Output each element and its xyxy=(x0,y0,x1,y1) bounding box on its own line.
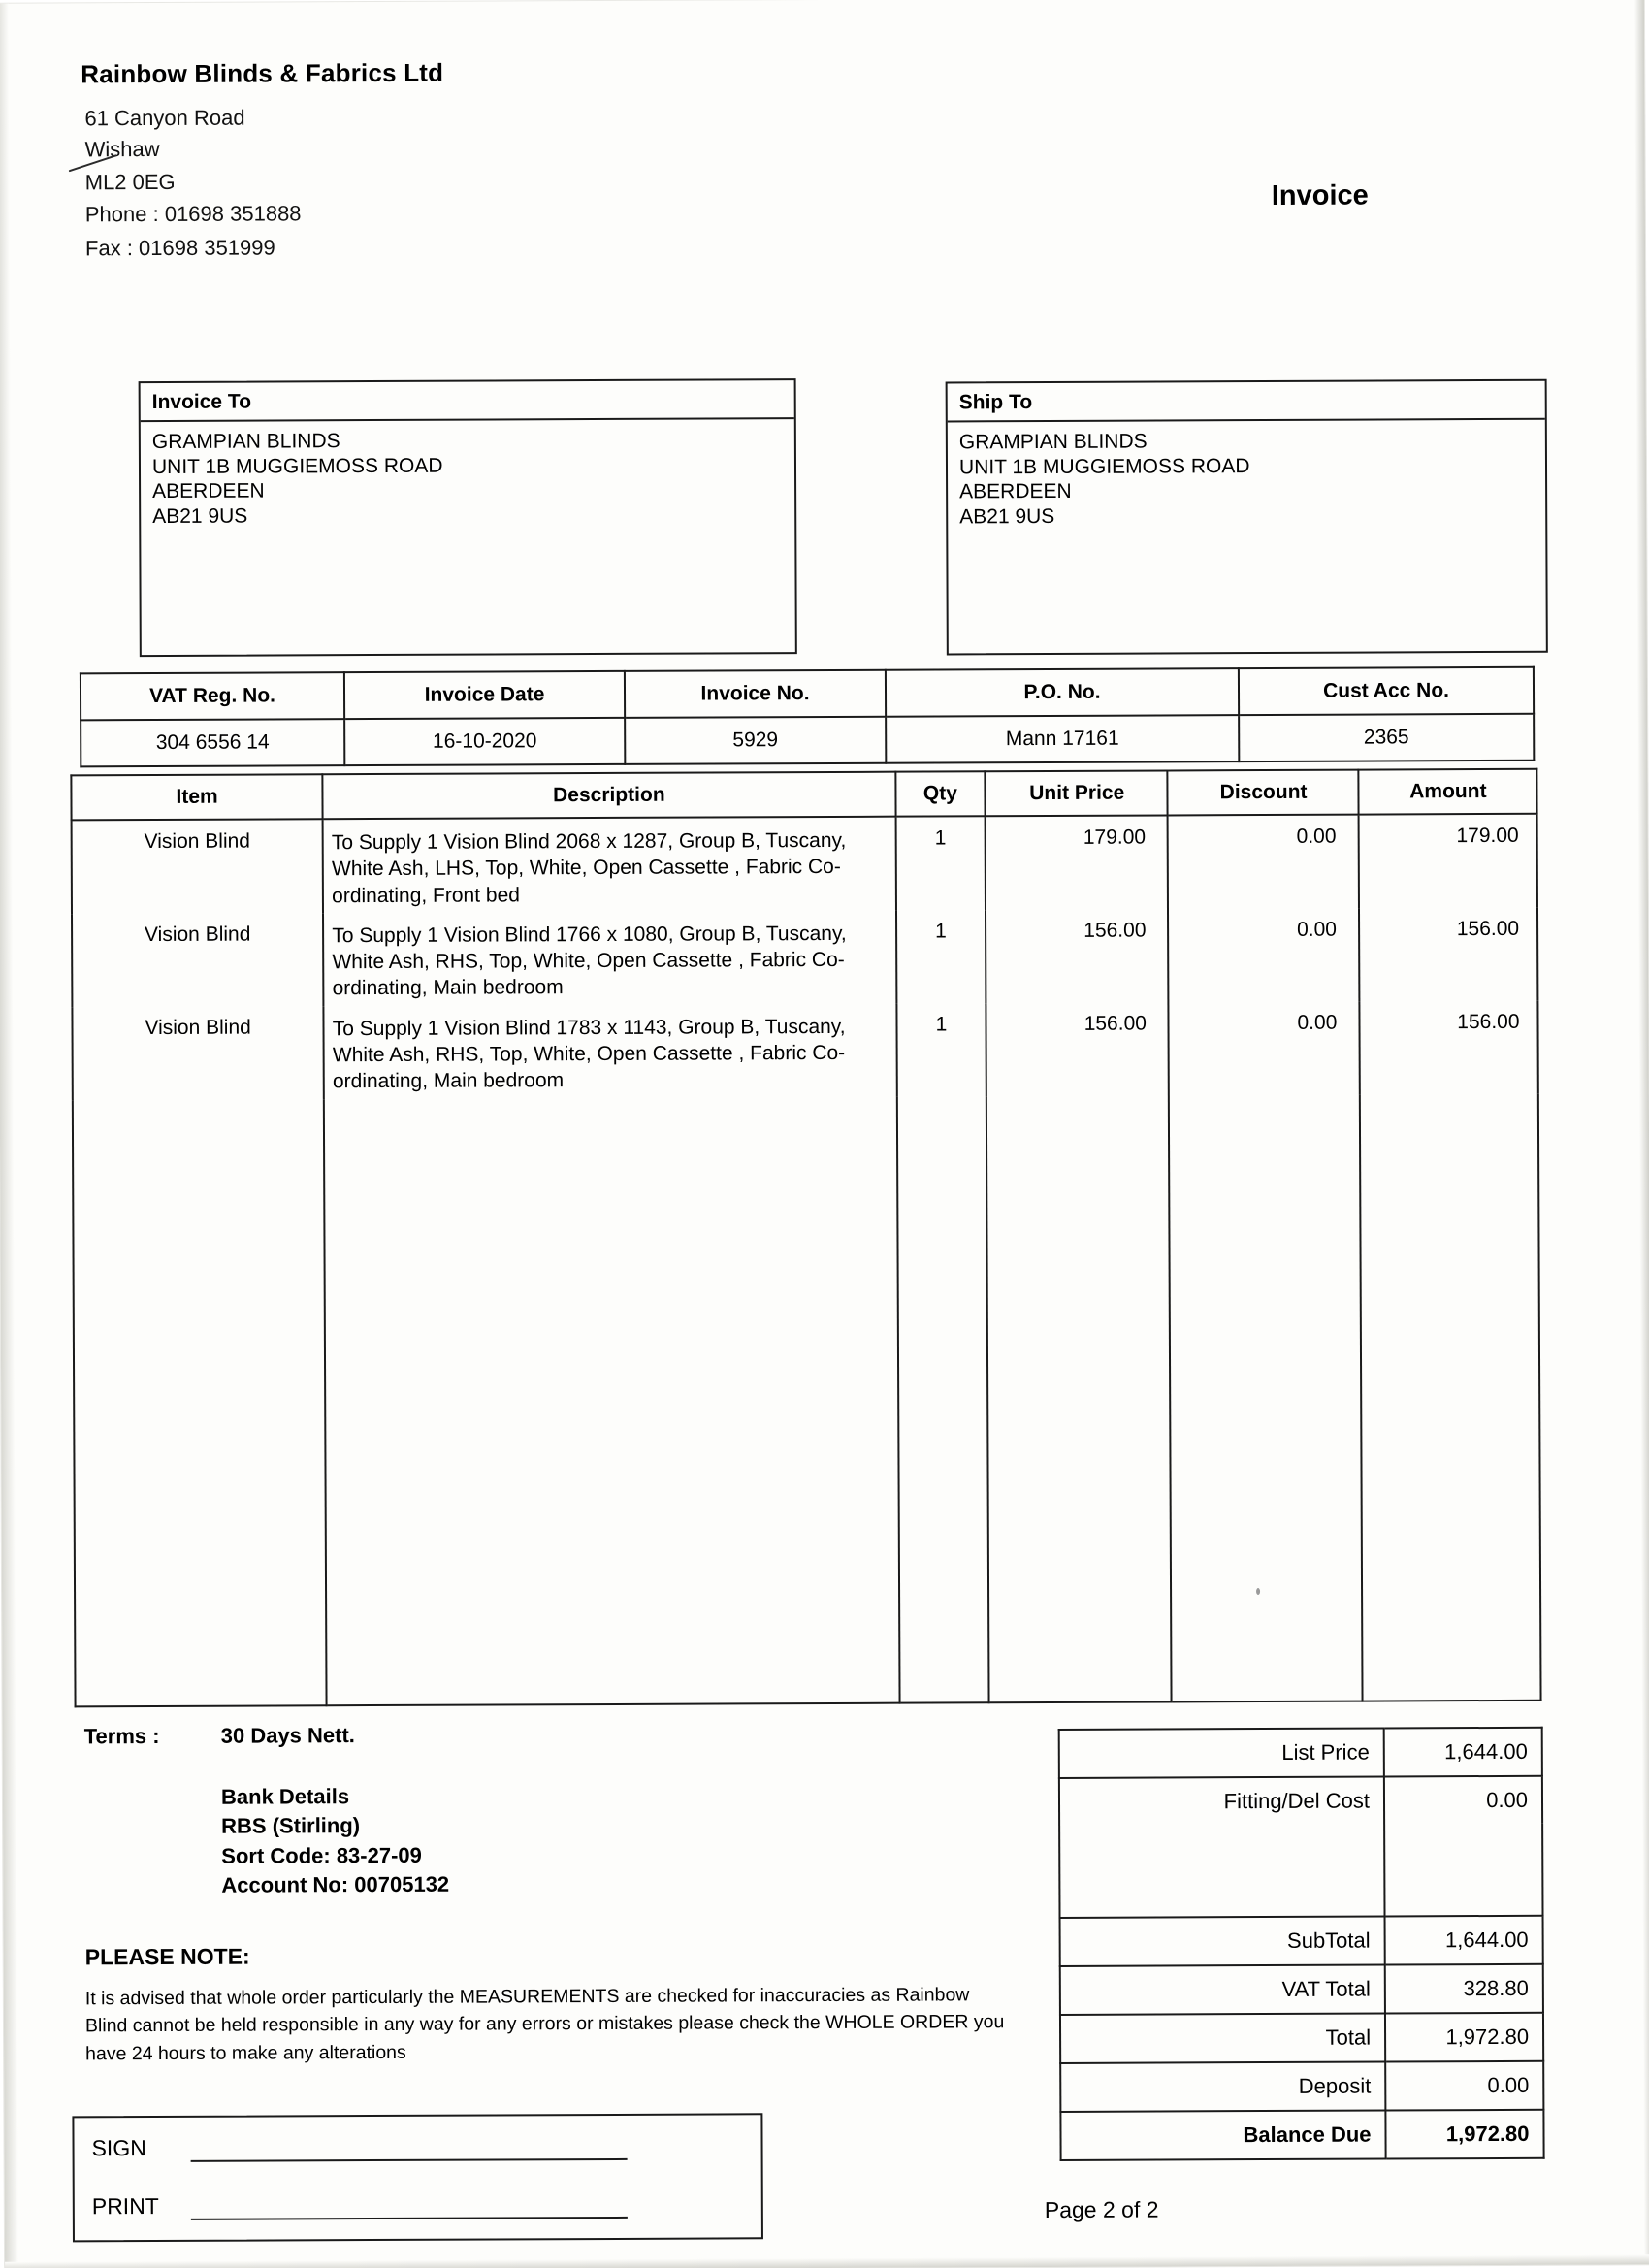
empty-cell-amount xyxy=(1360,1093,1541,1701)
totals-value-blank xyxy=(1384,1824,1542,1917)
empty-cell-unit-price xyxy=(986,1095,1172,1702)
cell-amount: 179.00 xyxy=(1358,814,1537,909)
meta-value-cust-acc: 2365 xyxy=(1239,714,1534,761)
cell-unit-price: 156.00 xyxy=(986,1002,1170,1096)
totals-value: 1,644.00 xyxy=(1385,1916,1543,1965)
meta-header-invoice-no: Invoice No. xyxy=(625,670,886,718)
empty-cell-item xyxy=(73,1099,327,1706)
cell-qty: 1 xyxy=(895,816,986,910)
col-header-amount: Amount xyxy=(1358,769,1536,815)
meta-header-vat: VAT Reg. No. xyxy=(81,672,344,720)
empty-cell-description xyxy=(324,1096,899,1705)
totals-label: Balance Due xyxy=(1060,2110,1385,2159)
cell-item: Vision Blind xyxy=(72,913,324,1007)
line-items-empty-space xyxy=(73,1093,1541,1706)
cell-unit-price: 156.00 xyxy=(986,909,1169,1003)
cell-item: Vision Blind xyxy=(72,819,324,914)
totals-row-total xyxy=(1060,2013,1543,2063)
totals-value: 0.00 xyxy=(1384,1776,1542,1825)
totals-value: 0.00 xyxy=(1385,2061,1543,2111)
cell-qty: 1 xyxy=(896,1003,986,1096)
meta-header-date: Invoice Date xyxy=(344,671,625,719)
meta-value-date: 16-10-2020 xyxy=(344,718,625,765)
meta-header-row xyxy=(81,667,1534,721)
page-edge-left xyxy=(0,4,18,2268)
document-title: Invoice xyxy=(1271,179,1369,211)
ship-to-line: AB21 9US xyxy=(959,504,1055,529)
totals-row-blank xyxy=(1059,1824,1542,1918)
ship-to-box xyxy=(946,379,1548,656)
meta-header-cust-acc: Cust Acc No. xyxy=(1239,667,1534,715)
invoice-to-line: AB21 9US xyxy=(152,504,248,528)
company-address-line-1: 61 Canyon Road xyxy=(84,105,245,131)
invoice-to-heading: Invoice To xyxy=(141,380,794,422)
cell-item: Vision Blind xyxy=(72,1006,324,1100)
cell-unit-price: 179.00 xyxy=(986,815,1169,910)
please-note-body: It is advised that whole order particularly the MEASUREMENTS are checked for inaccuracies as Rainbow Blind cannot be held responsible in any way for any errors or mistakes please check the WHOLE ORDER you have 24 hours to make any alterations xyxy=(84,1984,1005,2064)
totals-value: 1,644.00 xyxy=(1384,1728,1542,1777)
cell-qty: 1 xyxy=(896,910,986,1003)
totals-value: 1,972.80 xyxy=(1385,2013,1543,2062)
ship-to-address xyxy=(948,420,1545,530)
bank-details-heading: Bank Details xyxy=(220,1784,350,1809)
invoice-to-box xyxy=(139,378,797,657)
line-items-header-row xyxy=(71,769,1536,821)
totals-label: Fitting/Del Cost xyxy=(1059,1776,1384,1825)
company-address-line-2: Wishaw xyxy=(84,136,160,162)
totals-table xyxy=(1058,1727,1545,2161)
sign-label: SIGN xyxy=(91,2135,146,2161)
page-edge-right xyxy=(1634,0,1649,2264)
totals-row-deposit xyxy=(1060,2061,1543,2112)
totals-label: List Price xyxy=(1059,1728,1384,1777)
line-items-table xyxy=(70,768,1541,1707)
meta-header-po-no: P.O. No. xyxy=(886,668,1239,717)
col-header-qty: Qty xyxy=(895,771,986,816)
empty-cell-discount xyxy=(1169,1094,1362,1701)
totals-row-balance-due xyxy=(1060,2110,1543,2160)
bank-name: RBS (Stirling) xyxy=(221,1813,361,1839)
totals-row-fitting-del-cost xyxy=(1059,1776,1542,1826)
cell-discount: 0.00 xyxy=(1168,815,1359,910)
ship-to-heading: Ship To xyxy=(948,381,1545,423)
empty-cell-qty xyxy=(896,1096,988,1702)
cell-discount: 0.00 xyxy=(1168,908,1359,1002)
print-label: PRINT xyxy=(91,2193,159,2219)
col-header-discount: Discount xyxy=(1168,770,1359,816)
please-note-heading: PLEASE NOTE: xyxy=(84,1943,250,1970)
signature-box xyxy=(72,2113,763,2242)
scan-speck xyxy=(1256,1588,1260,1595)
company-postcode: ML2 0EG xyxy=(84,169,176,195)
totals-value: 328.80 xyxy=(1385,1964,1543,2014)
print-line[interactable] xyxy=(191,2217,628,2220)
cell-description: To Supply 1 Vision Blind 1783 x 1143, Group B, Tuscany, White Ash, RHS, Top, White, Open Cassette , Fabric Co-ordinating, Main bedroom xyxy=(324,1003,897,1098)
company-phone: Phone : 01698 351888 xyxy=(84,201,302,227)
invoice-meta-table xyxy=(80,666,1535,768)
page-edge-bottom xyxy=(5,2254,1649,2268)
totals-row-subtotal xyxy=(1060,1916,1543,1966)
meta-value-row xyxy=(81,714,1534,767)
cell-description: To Supply 1 Vision Blind 1766 x 1080, Group B, Tuscany, White Ash, RHS, Top, White, Open Cassette , Fabric Co-ordinating, Main bedroom xyxy=(323,911,896,1006)
company-fax: Fax : 01698 351999 xyxy=(84,235,275,261)
bank-sort-code: Sort Code: 83-27-09 xyxy=(221,1842,422,1868)
col-header-unit-price: Unit Price xyxy=(986,770,1168,816)
terms-label: Terms : xyxy=(83,1723,160,1749)
table-row xyxy=(72,814,1537,914)
bank-details xyxy=(221,1782,449,1900)
meta-value-invoice-no: 5929 xyxy=(625,717,886,764)
page-footer: Page 2 of 2 xyxy=(1044,2196,1159,2223)
cell-description: To Supply 1 Vision Blind 2068 x 1287, Group B, Tuscany, White Ash, LHS, Top, White, Open Cassette , Fabric Co-ordinating, Front bed xyxy=(323,817,896,913)
totals-label-blank xyxy=(1059,1824,1384,1917)
totals-row-list-price xyxy=(1059,1728,1542,1778)
invoice-to-line: ABERDEEN xyxy=(152,479,265,503)
bank-account-no: Account No: 00705132 xyxy=(221,1871,450,1897)
cell-discount: 0.00 xyxy=(1169,1001,1360,1095)
ship-to-line: UNIT 1B MUGGIEMOSS ROAD xyxy=(958,454,1250,478)
sign-line[interactable] xyxy=(191,2158,628,2162)
totals-label: Deposit xyxy=(1060,2061,1385,2111)
col-header-item: Item xyxy=(71,774,322,820)
invoice-to-line: UNIT 1B MUGGIEMOSS ROAD xyxy=(151,454,443,478)
totals-value: 1,972.80 xyxy=(1385,2110,1543,2159)
totals-label: VAT Total xyxy=(1060,1964,1385,2014)
ship-to-line: ABERDEEN xyxy=(959,480,1072,503)
totals-label: SubTotal xyxy=(1060,1916,1385,1965)
table-row xyxy=(72,1001,1537,1100)
table-row xyxy=(72,908,1537,1007)
cell-amount: 156.00 xyxy=(1359,1001,1538,1095)
totals-label: Total xyxy=(1060,2013,1385,2062)
terms-value: 30 Days Nett. xyxy=(220,1723,355,1748)
invoice-to-line: GRAMPIAN BLINDS xyxy=(151,430,340,454)
col-header-description: Description xyxy=(323,772,896,820)
invoice-to-address xyxy=(141,419,794,529)
cell-amount: 156.00 xyxy=(1359,908,1538,1002)
ship-to-line: GRAMPIAN BLINDS xyxy=(958,430,1148,454)
meta-value-po-no: Mann 17161 xyxy=(886,715,1239,763)
totals-row-vat-total xyxy=(1060,1964,1543,2015)
company-name: Rainbow Blinds & Fabrics Ltd xyxy=(81,57,444,89)
meta-value-vat: 304 6556 14 xyxy=(81,719,344,766)
